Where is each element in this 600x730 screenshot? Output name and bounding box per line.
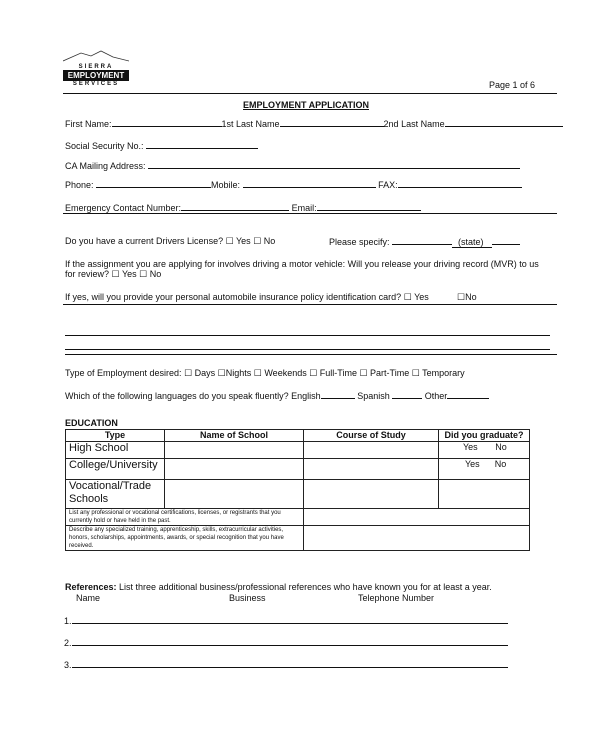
training-prompt: Describe any specialized training, apprenticeship, skills, extracurricular activities, honors, scholarships, appointments, awards, or special recognition that you have received. — [66, 526, 304, 551]
other-field[interactable] — [447, 390, 489, 399]
education-table — [65, 429, 530, 551]
emergency-field[interactable] — [181, 202, 289, 211]
mvr-question-cont: for review? — [65, 269, 110, 279]
ref-col-business: Business — [229, 593, 266, 603]
weekends-checkbox[interactable]: ☐ Weekends — [253, 368, 307, 378]
days-checkbox[interactable]: ☐ Days — [184, 368, 216, 378]
notes-line[interactable] — [65, 335, 550, 336]
reference-3-field[interactable] — [72, 659, 508, 668]
last-name-1-field[interactable] — [280, 118, 384, 127]
school-cell[interactable] — [165, 480, 304, 509]
last-name-1-label: 1st Last Name — [221, 119, 280, 129]
state-field[interactable]: (state) — [452, 237, 492, 248]
col-graduate: Did you graduate? — [439, 430, 530, 442]
email-field[interactable] — [317, 202, 421, 211]
employment-type-label: Type of Employment desired: — [65, 368, 182, 378]
fax-field[interactable] — [398, 179, 522, 188]
last-name-2-label: 2nd Last Name — [383, 119, 445, 129]
specify-label: Please specify: — [329, 237, 390, 247]
ref-number: 2. — [64, 638, 72, 648]
references-label: References: — [65, 582, 117, 592]
training-cell[interactable] — [304, 526, 530, 551]
graduate-cell[interactable] — [439, 480, 530, 509]
logo-bottom: SERVICES — [72, 81, 120, 87]
row-type: High School — [66, 442, 165, 459]
mobile-label: Mobile: — [211, 180, 241, 190]
spanish-label: Spanish — [357, 391, 390, 401]
col-type: Type — [66, 430, 165, 442]
english-field[interactable] — [321, 390, 355, 399]
full-time-checkbox[interactable]: ☐ Full-Time — [309, 368, 357, 378]
spanish-field[interactable] — [392, 390, 422, 399]
school-cell[interactable] — [165, 442, 304, 459]
mvr-yes-checkbox[interactable]: ☐ Yes — [111, 269, 137, 279]
ref-number: 1. — [64, 616, 72, 626]
logo-middle: EMPLOYMENT — [63, 70, 129, 81]
specify-field[interactable] — [392, 236, 452, 245]
emergency-label: Emergency Contact Number: — [65, 203, 182, 213]
languages-label: Which of the following languages do you speak fluently? — [65, 391, 289, 401]
phone-label: Phone: — [65, 180, 94, 190]
other-label: Other — [424, 391, 448, 401]
mvr-no-checkbox[interactable]: ☐ No — [139, 269, 162, 279]
nights-checkbox[interactable]: ☐Nights — [217, 368, 252, 378]
logo-top: SIERRA — [78, 64, 114, 70]
references-instructions: List three additional business/professional references who have known you for at least a year. — [119, 582, 492, 592]
address-label: CA Mailing Address: — [65, 161, 146, 171]
course-cell[interactable] — [304, 442, 439, 459]
ssn-field[interactable] — [146, 140, 258, 149]
reference-2-field[interactable] — [72, 637, 508, 646]
ref-number: 3. — [64, 660, 72, 670]
col-school: Name of School — [165, 430, 304, 442]
insurance-question: If yes, will you provide your personal automobile insurance policy identification card? — [65, 292, 402, 302]
mvr-question: If the assignment you are applying for involves driving a motor vehicle: Will you release your driving record (MVR) to us — [65, 259, 539, 269]
grad-yes[interactable]: Yes — [463, 442, 478, 452]
notes-line[interactable] — [65, 349, 550, 350]
mountain-icon — [63, 50, 129, 62]
part-time-checkbox[interactable]: ☐ Part-Time — [359, 368, 410, 378]
temporary-checkbox[interactable]: ☐ Temporary — [411, 368, 465, 378]
certifications-cell[interactable] — [304, 509, 530, 526]
drivers-no-checkbox[interactable]: ☐ No — [253, 236, 276, 246]
grad-yes[interactable]: Yes — [465, 459, 480, 469]
course-cell[interactable] — [304, 459, 439, 480]
company-logo — [63, 50, 129, 87]
fax-label: FAX: — [378, 180, 398, 190]
ssn-label: Social Security No.: — [65, 141, 144, 151]
page-indicator: Page 1 of 6 — [489, 80, 536, 90]
drivers-question: Do you have a current Drivers License? — [65, 236, 224, 246]
row-type: College/University — [66, 459, 165, 480]
school-cell[interactable] — [165, 459, 304, 480]
certifications-prompt: List any professional or vocational certifications, licenses, or registrants that you currently hold or have held in the past. — [66, 509, 304, 526]
education-heading: EDUCATION — [65, 418, 118, 428]
mobile-field[interactable] — [243, 179, 376, 188]
address-field[interactable] — [148, 160, 520, 169]
last-name-2-field[interactable] — [445, 118, 563, 127]
ref-col-name: Name — [76, 593, 101, 603]
course-cell[interactable] — [304, 480, 439, 509]
ref-col-phone: Telephone Number — [358, 593, 435, 603]
email-label: Email: — [291, 203, 317, 213]
drivers-yes-checkbox[interactable]: ☐ Yes — [225, 236, 251, 246]
row-type: Vocational/Trade Schools — [66, 480, 165, 509]
first-name-field[interactable] — [112, 118, 222, 127]
reference-1-field[interactable] — [72, 615, 508, 624]
grad-no[interactable]: No — [494, 459, 507, 469]
page-title: EMPLOYMENT APPLICATION — [243, 100, 369, 110]
first-name-label: First Name: — [65, 119, 112, 129]
english-label: English — [291, 391, 321, 401]
insurance-yes-checkbox[interactable]: ☐ Yes — [403, 292, 429, 302]
phone-field[interactable] — [96, 179, 211, 188]
grad-no[interactable]: No — [495, 442, 507, 452]
col-course: Course of Study — [304, 430, 439, 442]
insurance-no-checkbox[interactable]: ☐No — [457, 292, 477, 302]
